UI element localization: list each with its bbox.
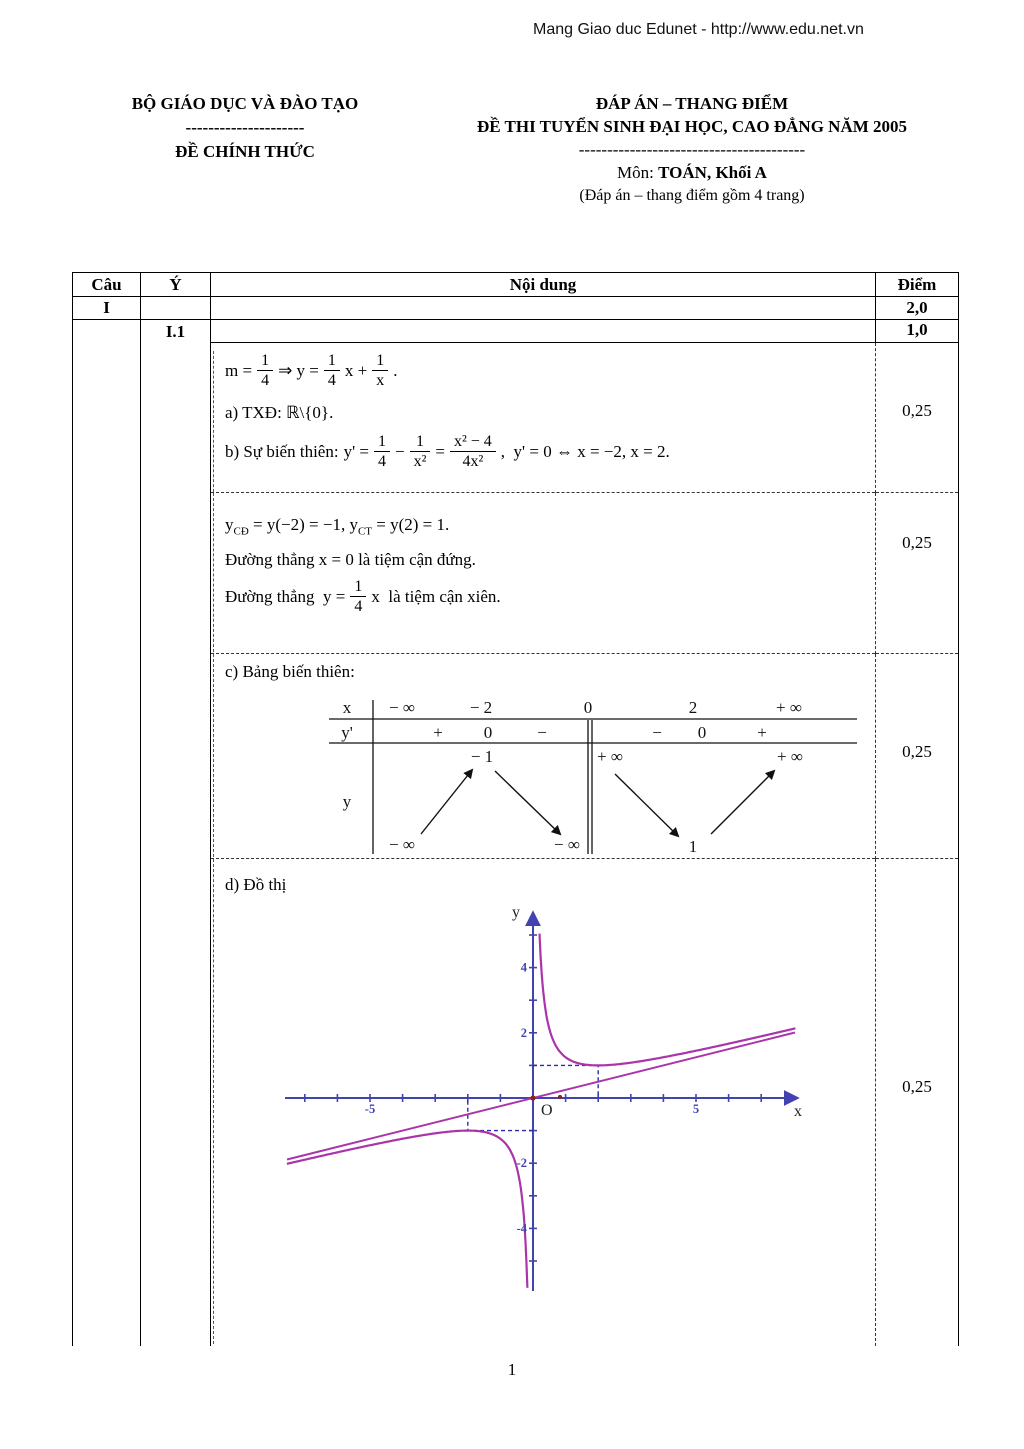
header-right-rule: ---------------------------------------- xyxy=(578,140,806,159)
svg-text:+ ∞: + ∞ xyxy=(776,698,802,717)
bbt-yprime-label: y' xyxy=(341,723,353,742)
svg-text:− 2: − 2 xyxy=(469,698,493,717)
col-header-diem: Điểm xyxy=(876,273,959,297)
y-tick-label-4: 4 xyxy=(520,960,527,975)
graph-axes xyxy=(285,915,795,1291)
answer-key-title: ĐÁP ÁN – THANG ĐIỂM xyxy=(595,94,789,113)
question-row xyxy=(73,297,959,320)
svg-text:−: − xyxy=(652,723,662,742)
table-header-row xyxy=(73,273,959,297)
vertical-asymptote-line: Đường thẳng x = 0 là tiệm cận đứng. xyxy=(225,550,476,570)
unit-point xyxy=(558,1095,562,1099)
bbt-x-label: x xyxy=(342,698,352,717)
page-number: 1 xyxy=(507,1360,517,1379)
bbt-y-label: y xyxy=(342,792,352,811)
svg-text:0: 0 xyxy=(483,723,493,742)
subject-name: TOÁN, Khối A xyxy=(658,163,767,182)
score-value: 0,25 xyxy=(902,742,932,761)
origin-label: O xyxy=(541,1102,553,1119)
score-value: 0,25 xyxy=(902,533,932,552)
curve-left-branch xyxy=(287,1131,528,1288)
col-header-y: Ý xyxy=(141,273,211,297)
fraction: $\frac{\text{x² − 4}}{\text{4x²}}$ xyxy=(450,432,496,471)
part-content-cell xyxy=(211,320,876,343)
derivative-line: b) Sự biến thiên: y' = $\frac{1}{4}$ − $\frac{1}{\text{x²}}$ = $\frac{\text{x² − 4}}{\text{4x²}}$ , y' = 0 ⇔ x = −2, x = 2. xyxy=(225,433,670,470)
grading-table xyxy=(72,272,959,1346)
graph-labels xyxy=(365,904,802,1235)
variation-arrows xyxy=(421,770,774,836)
col-header-cau: Câu xyxy=(73,273,141,297)
fraction: $\frac{1}{4}$ xyxy=(324,351,340,390)
svg-text:+: + xyxy=(757,723,767,742)
svg-text:+: + xyxy=(433,723,443,742)
question-y-cell xyxy=(141,297,211,320)
function-graph xyxy=(283,901,813,1295)
graph-title: d) Đồ thị xyxy=(225,875,287,894)
y-axis-label: y xyxy=(512,904,520,921)
cau-column-spacer xyxy=(73,320,141,1346)
fraction: $\frac{1}{4}$ xyxy=(257,351,273,390)
oblique-asymptote-line: Đường thẳng y = $\frac{1}{4}$ x là tiệm cận xiên. xyxy=(225,578,501,616)
x-tick-label-5: 5 xyxy=(692,1102,700,1116)
part-row xyxy=(73,320,959,343)
question-score: 2,0 xyxy=(876,297,959,320)
score-value: 0,25 xyxy=(902,401,932,420)
formula-m: m = $\frac{1}{4}$ ⇒ y = $\frac{1}{4}$ x + $\frac{1}{x}$ . xyxy=(225,352,398,389)
solution-block-3 xyxy=(213,654,875,857)
header-right xyxy=(450,92,934,207)
svg-text:+ ∞: + ∞ xyxy=(777,747,803,766)
svg-text:0: 0 xyxy=(697,723,707,742)
svg-text:1: 1 xyxy=(688,837,698,856)
x-axis-label: x xyxy=(794,1103,802,1120)
part-id-cell xyxy=(141,320,211,1346)
doc-type: ĐỀ CHÍNH THỨC xyxy=(175,142,315,161)
y-tick-label-2: 2 xyxy=(520,1025,527,1040)
extrema-line: $y_{CĐ} = y(-2) = -1$, $y_{CT} = y(2) = 1$. xyxy=(225,515,450,538)
variation-table-grid xyxy=(329,700,857,854)
solution-block-2 xyxy=(213,493,875,652)
subject-line: Môn: TOÁN, Khối A xyxy=(617,163,767,182)
question-id: I xyxy=(73,297,141,320)
ministry-name: BỘ GIÁO DỤC VÀ ĐÀO TẠO xyxy=(131,94,359,113)
header-left-rule: --------------------- xyxy=(185,118,305,137)
page-count-note: (Đáp án – thang điểm gồm 4 trang) xyxy=(579,187,805,204)
svg-text:+ ∞: + ∞ xyxy=(597,747,623,766)
svg-text:−: − xyxy=(537,723,547,742)
asymptote-line xyxy=(287,1033,795,1160)
guide-max-point xyxy=(468,1098,533,1131)
svg-text:− ∞: − ∞ xyxy=(554,835,580,854)
svg-text:− ∞: − ∞ xyxy=(389,698,415,717)
part-id: I.1 xyxy=(165,322,186,341)
origin-point xyxy=(530,1095,535,1100)
svg-text:0: 0 xyxy=(583,698,593,717)
solution-block-1 xyxy=(213,351,875,492)
svg-text:− ∞: − ∞ xyxy=(389,835,415,854)
score-value: 0,25 xyxy=(902,1077,932,1096)
watermark-text: Mang Giao duc Edunet - http://www.edu.net.vn xyxy=(533,21,864,38)
guide-min-point xyxy=(533,1065,598,1098)
domain-line: a) TXĐ: ℝ\{0}. xyxy=(225,403,334,422)
variation-table-title: c) Bảng biến thiên: xyxy=(225,662,355,681)
exam-title: ĐỀ THI TUYỂN SINH ĐẠI HỌC, CAO ĐẲNG NĂM 2005 xyxy=(476,117,908,136)
svg-text:− 1: − 1 xyxy=(470,747,494,766)
fraction: $\frac{1}{4}$ xyxy=(350,577,366,616)
header-left xyxy=(116,92,374,164)
curve-right-branch xyxy=(540,934,796,1066)
part-score: 1,0 xyxy=(876,320,959,343)
x-tick-label-minus5: -5 xyxy=(364,1102,376,1116)
fraction: $\frac{1}{x}$ xyxy=(372,351,388,390)
variation-table xyxy=(325,694,860,856)
svg-text:2: 2 xyxy=(688,698,698,717)
y-tick-label--2: -2 xyxy=(516,1156,527,1171)
solution-block-4 xyxy=(213,859,875,1344)
fraction: $\frac{1}{\text{x²}}$ xyxy=(410,432,431,471)
col-header-noidung: Nội dung xyxy=(211,273,876,297)
fraction: $\frac{1}{4}$ xyxy=(374,432,390,471)
y-tick-label--4: -4 xyxy=(516,1221,527,1236)
question-content-cell xyxy=(211,297,876,320)
